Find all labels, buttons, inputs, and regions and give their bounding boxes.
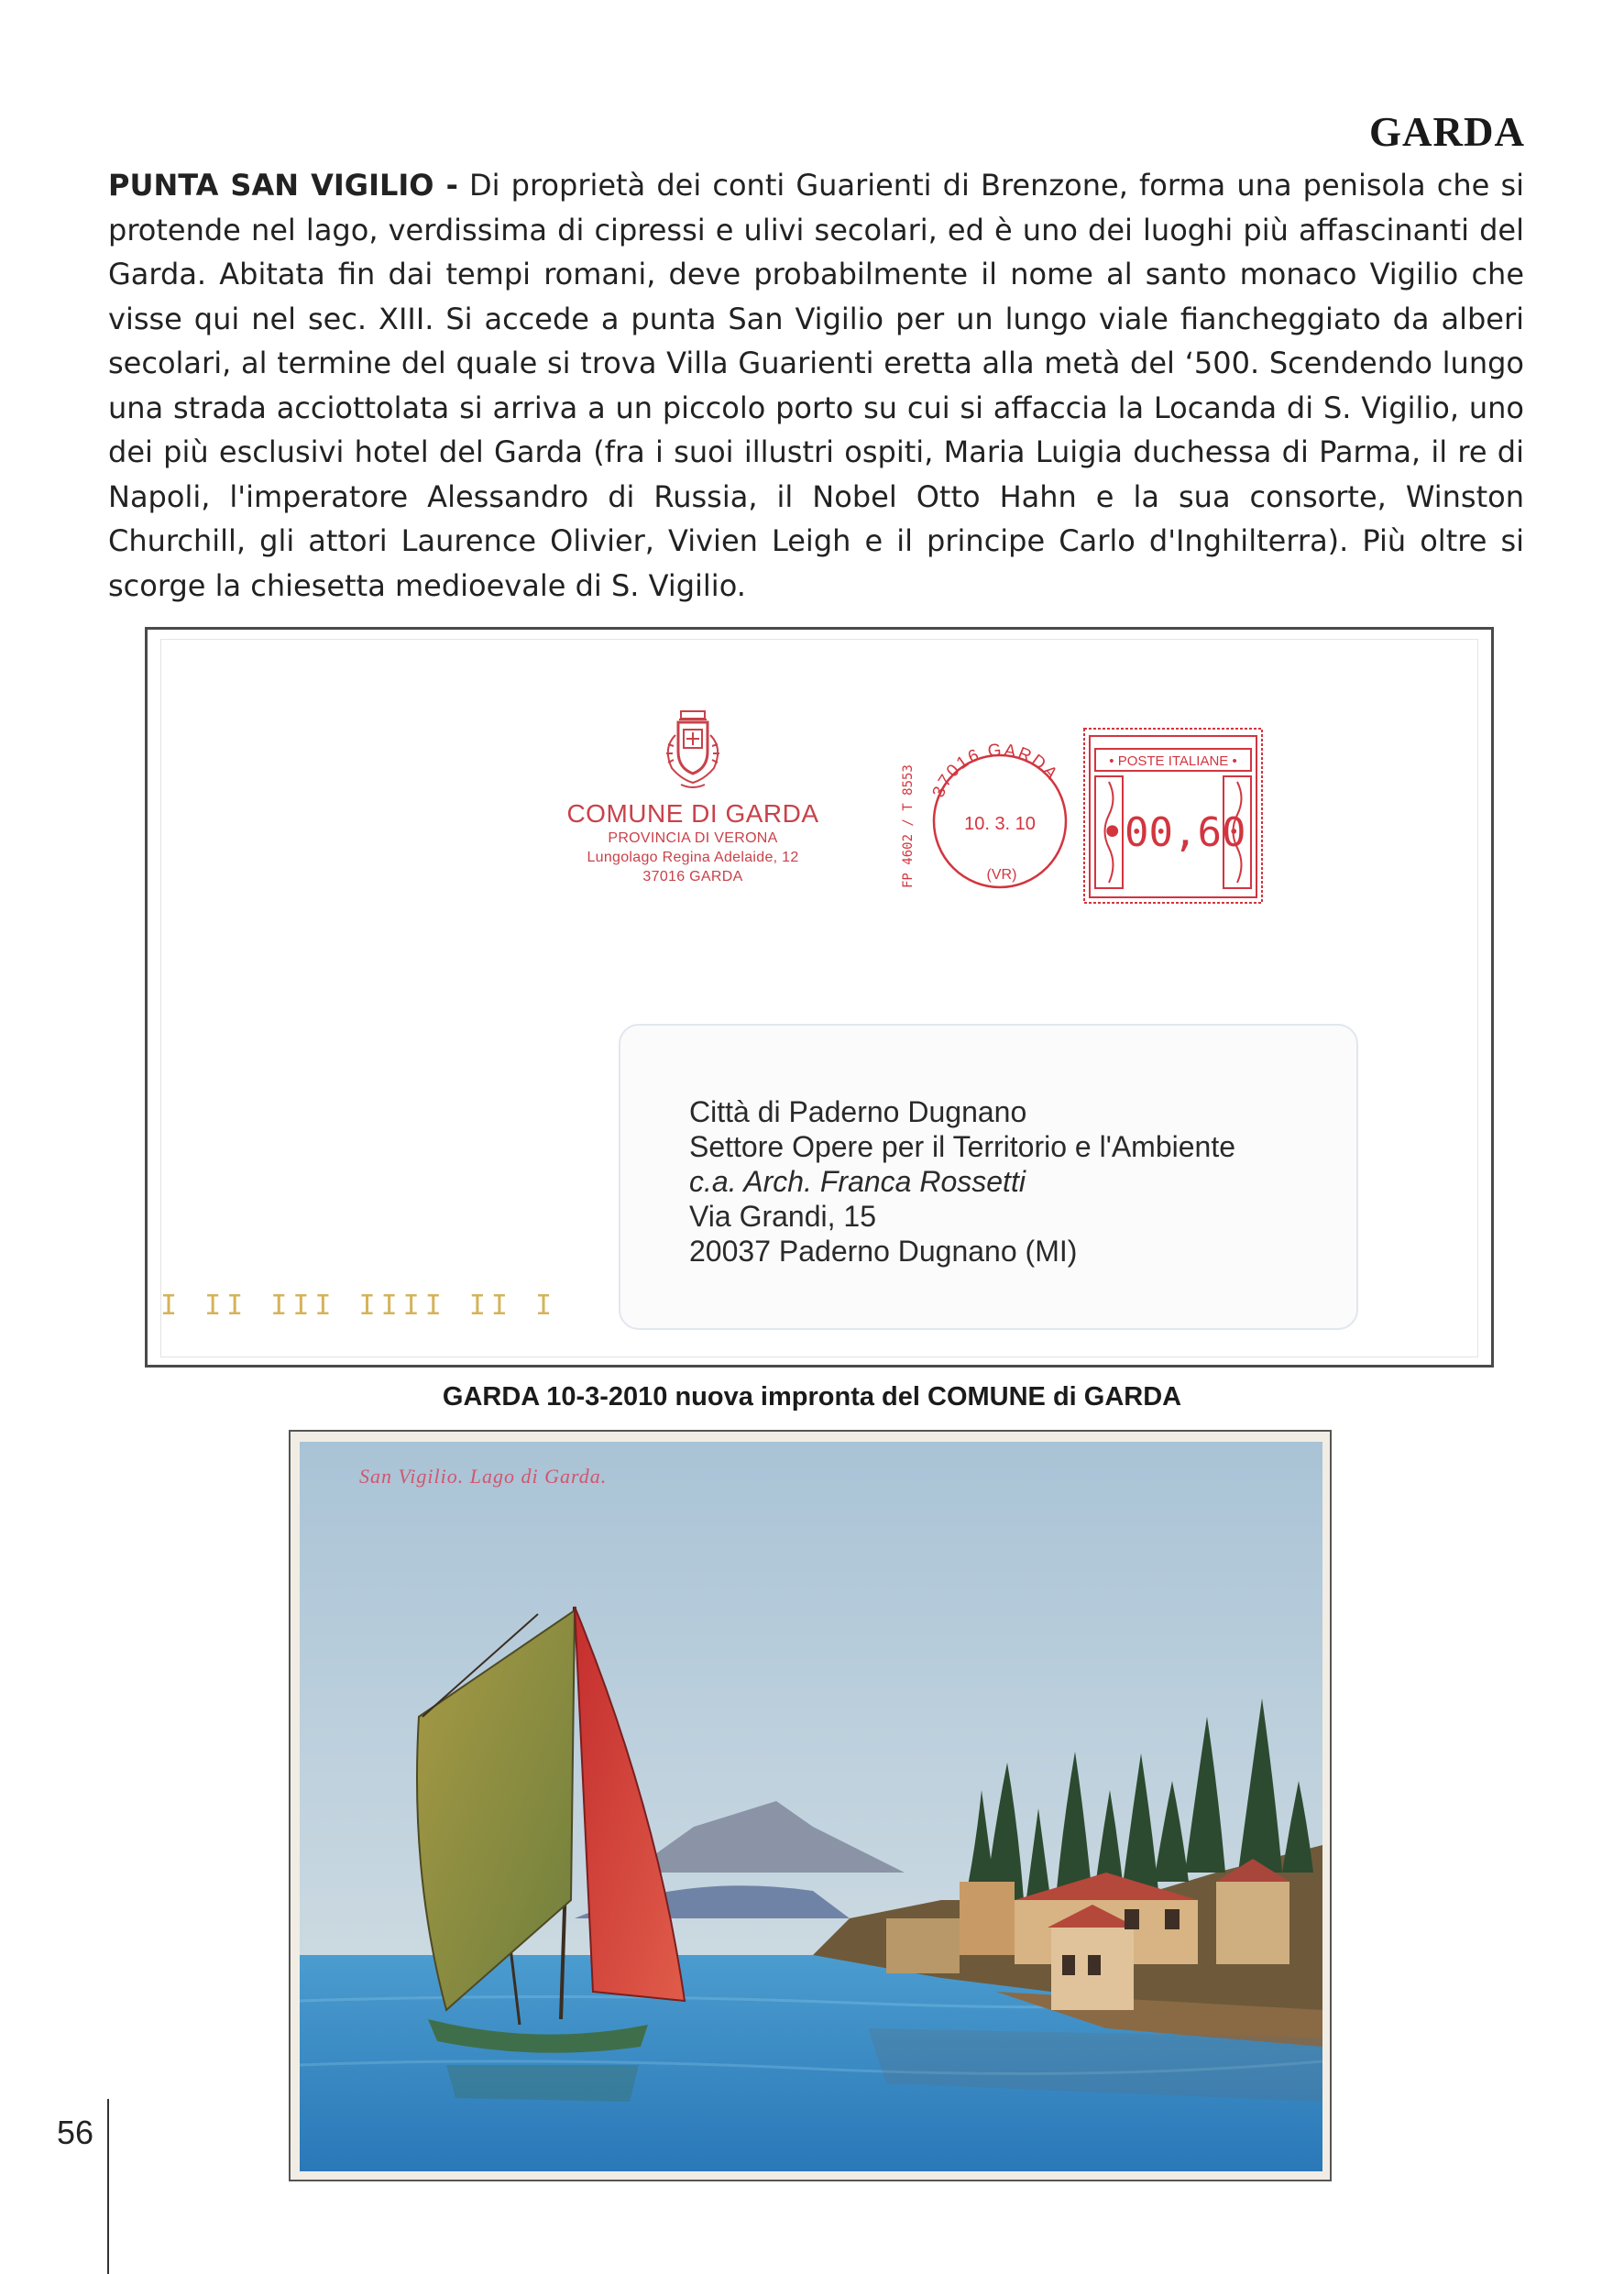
value-frame [1084,729,1262,903]
sender-province: PROVINCIA DI VERONA [608,830,778,846]
sender-street: Lungolago Regina Adelaide, 12 [587,850,799,865]
article-body: Di proprietà dei conti Guarienti di Brenzone, forma una penisola che si protende nel lago, verdissima di cipressi e ulivi secolari, ed è uno dei luoghi più affascinanti del Garda. Abitata fin dai tempi romani, deve probabilmente il nome al santo monaco Vigilio che visse qui nel sec. XIII. Si accede a punta San Vigilio per un lungo viale fiancheggiato da alberi secolari, al termine del quale si trova Villa Guarienti eretta alla metà del ‘500. Scendendo lungo una strada acciottolata si arriva a un piccolo porto su cui si affaccia la Locanda di S. Vigilio, uno dei più esclusivi hotel del Garda (fra i suoi illustri ospiti, Maria Luigia duchessa di Parma, il re di Napoli, l'imperatore Alessandro di Russia, il Nobel Otto Hahn e la sua consorte, Winston Churchill, gli attori Laurence Olivier, Vivien Leigh e il principe Carlo d'Inghilterra). Più oltre si scorge la chiesetta medioevale di S. Vigilio. [108,168,1525,603]
postmark-town: 37016 GARDA [928,741,1062,801]
address-window [619,1024,1358,1330]
coat-of-arms-icon [653,708,732,796]
article-text [108,163,1524,608]
envelope [145,627,1494,1368]
envelope-caption: GARDA 10-3-2010 nuova impronta del COMUNE di GARDA [442,1382,1182,1412]
sorting-barcode: I II III IIII II I [160,1290,558,1322]
recipient-line-1: Città di Paderno Dugnano [689,1095,1027,1128]
recipient-line-4: Via Grandi, 15 [689,1200,876,1233]
postmark-circle [929,741,1066,887]
sender-block [537,708,849,886]
postmark-date: 10. 3. 10 [964,814,1036,834]
postcard-illustration [300,1442,1322,2171]
recipient-line-2: Settore Opere per il Territorio e l'Ambiente [689,1130,1236,1163]
meter-header: • POSTE ITALIANE • [1109,753,1237,769]
sender-city: 37016 GARDA [642,869,743,884]
meter-franking-impression [899,725,1266,917]
postcard-caption: San Vigilio. Lago di Garda. [359,1465,608,1488]
sender-name: COMUNE DI GARDA [566,799,819,828]
postcard [289,1430,1332,2181]
article-lead: PUNTA SAN VIGILIO - [108,168,458,203]
meter-machine-id: FP 4602 / T 8553 [901,764,916,888]
recipient-line-3: c.a. Arch. Franca Rossetti [689,1165,1026,1198]
svg-text:37016 GARDA [929,741,1062,800]
recipient-line-5: 20037 Paderno Dugnano (MI) [689,1235,1078,1268]
postmark-province: (VR) [986,867,1017,883]
page-number: 56 [57,2114,94,2151]
page-heading: GARDA [1369,109,1525,155]
recipient-address [689,1094,1235,1269]
margin-rule [107,2099,109,2274]
meter-value: •00,60 [1100,809,1246,856]
